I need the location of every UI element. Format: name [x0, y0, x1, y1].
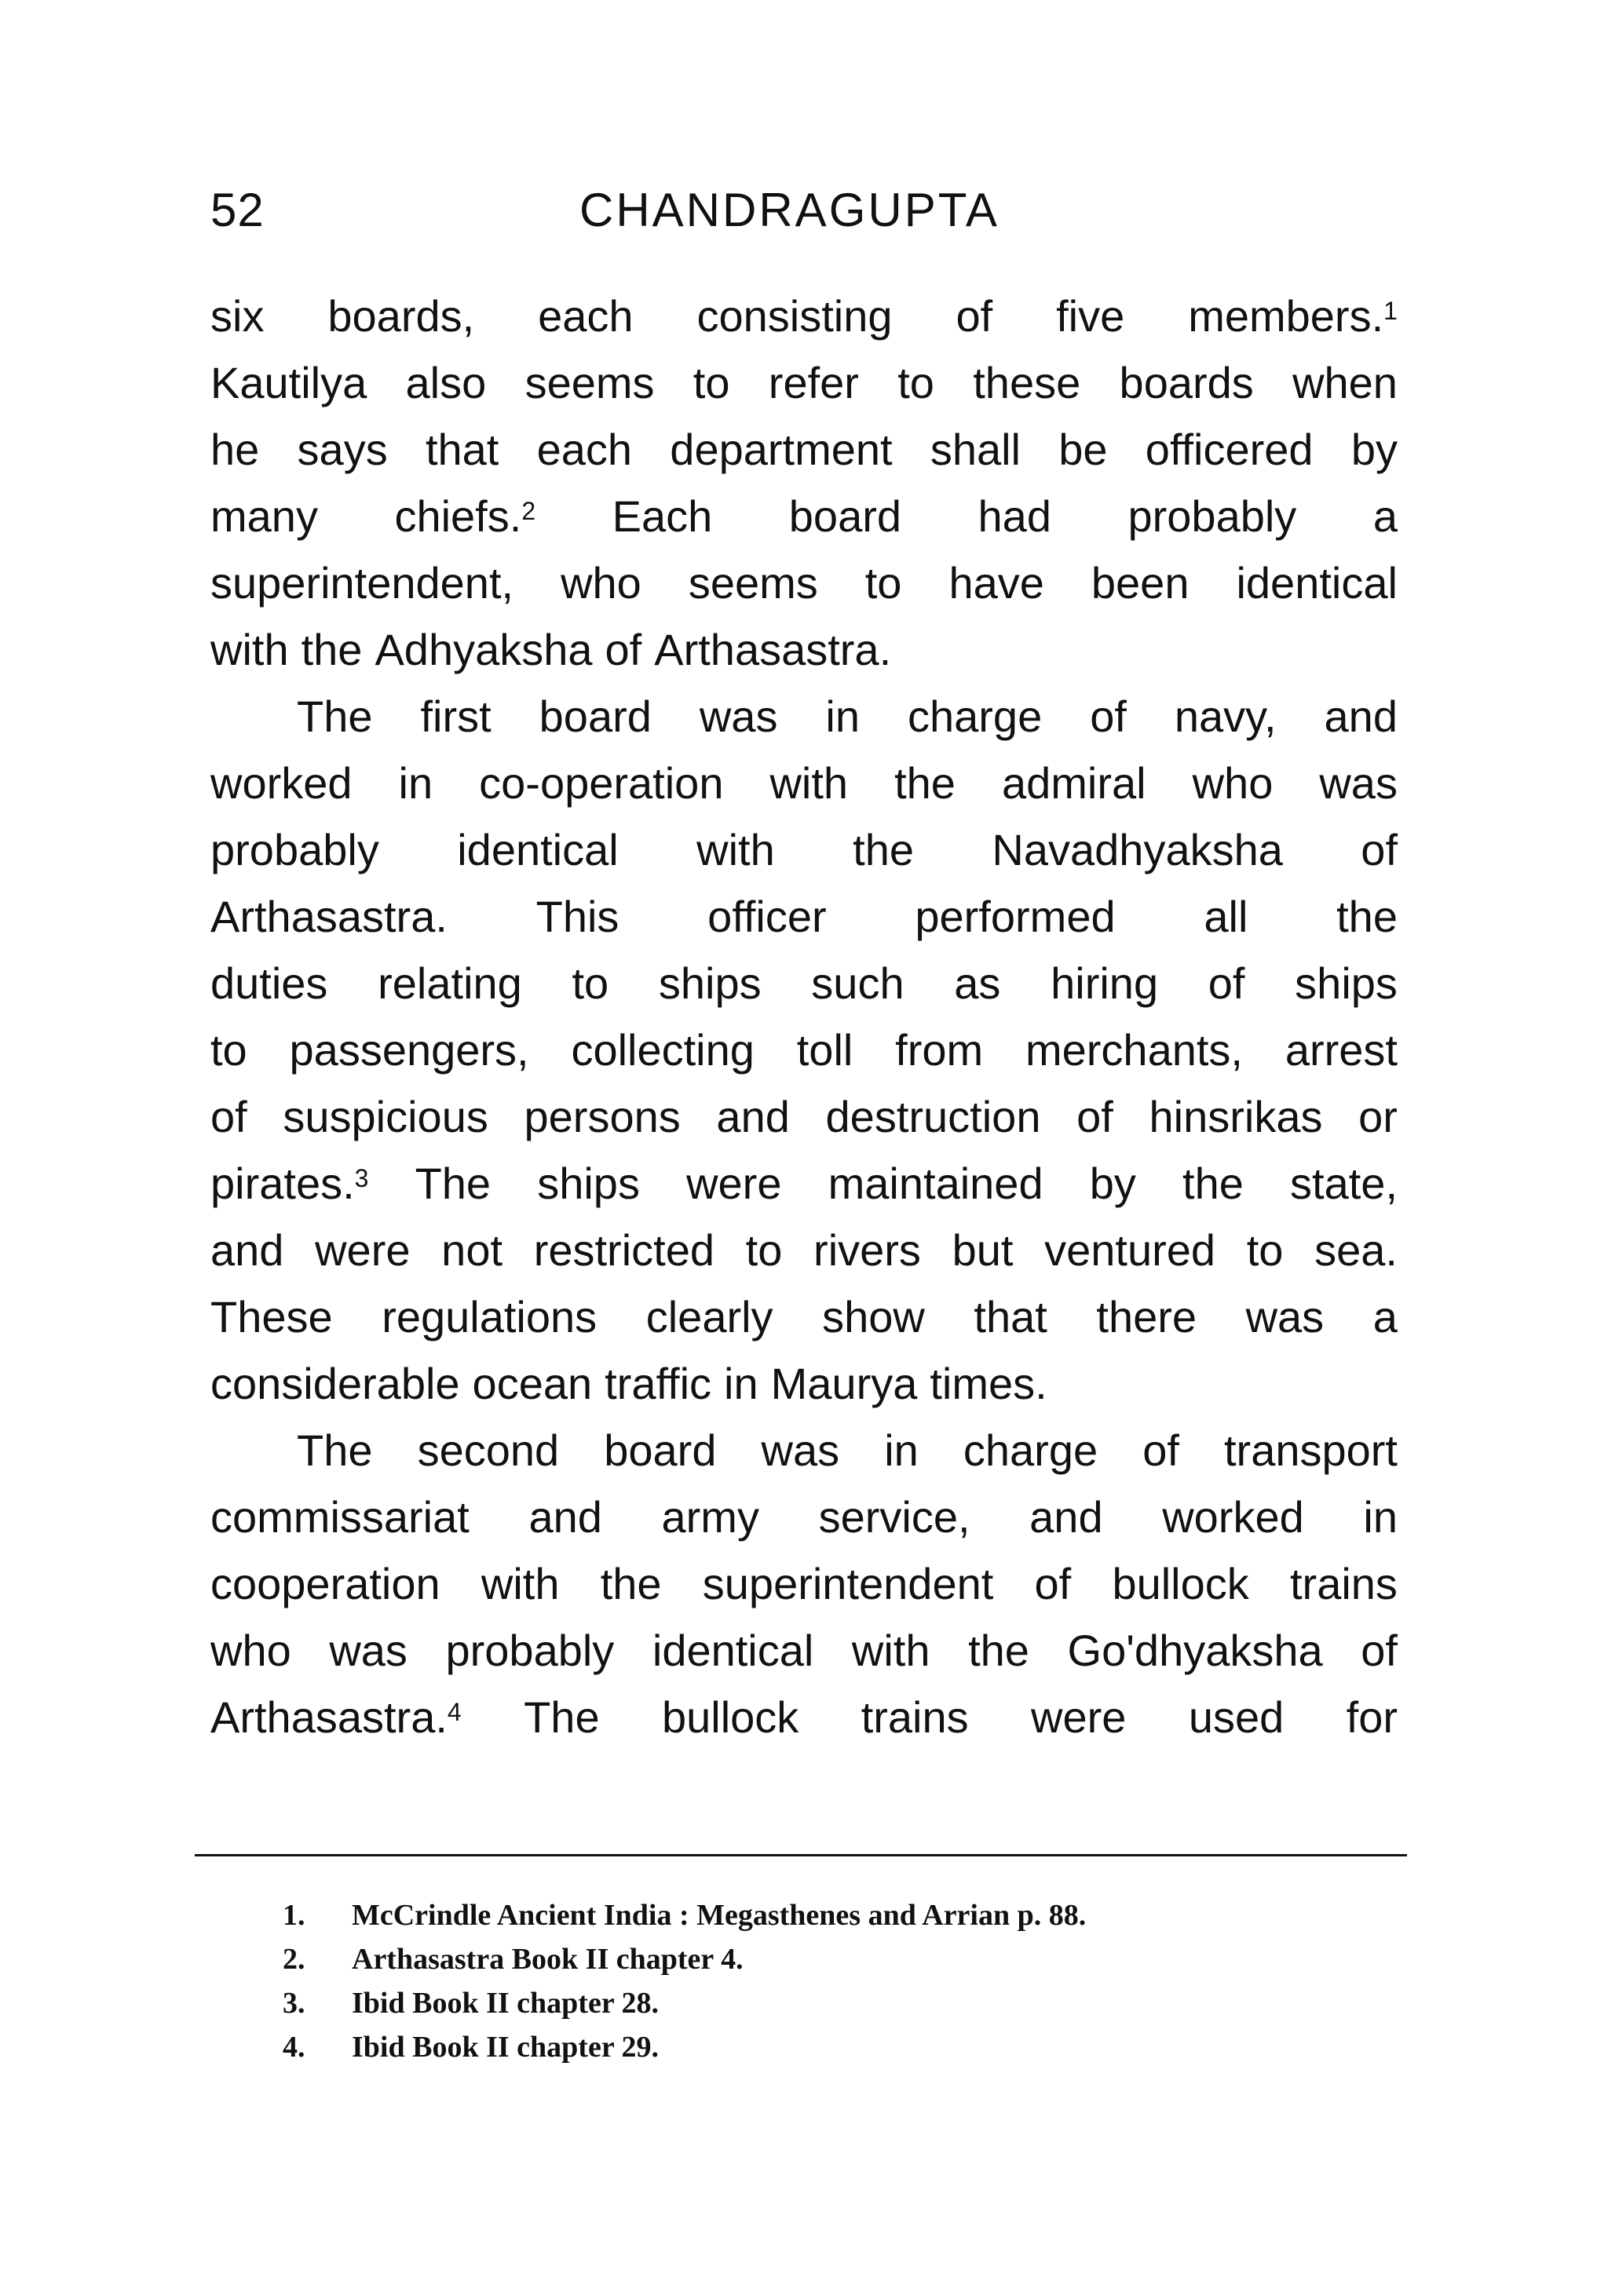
word: Arthasastra.$^4$	[210, 1692, 462, 1742]
text-line	[210, 1684, 1398, 1750]
word: with	[769, 758, 849, 808]
word: to	[897, 358, 934, 407]
word: Go'dhyaksha	[1067, 1626, 1323, 1675]
word: such	[811, 958, 904, 1008]
word: rivers	[813, 1225, 921, 1275]
word: and	[1324, 692, 1398, 741]
word: sea.	[1314, 1225, 1398, 1275]
word: in	[825, 692, 861, 741]
word: all	[1204, 892, 1248, 941]
word: worked	[210, 758, 353, 808]
word: passengers,	[289, 1025, 529, 1075]
text-line	[210, 483, 1398, 549]
word: regulations	[382, 1292, 598, 1341]
word: of	[1034, 1559, 1072, 1608]
text-line	[210, 1017, 1398, 1083]
word: these	[973, 358, 1081, 407]
word: commissariat	[210, 1492, 470, 1542]
word: were	[1031, 1692, 1127, 1742]
footnote-mark: 3	[354, 1164, 369, 1192]
word: in	[884, 1425, 919, 1475]
word: refer	[768, 358, 859, 407]
word: hinsrikas	[1149, 1092, 1323, 1141]
word: arrest	[1285, 1025, 1398, 1075]
word: to	[572, 958, 609, 1008]
footnote-text: Ibid Book II chapter 29.	[352, 2031, 660, 2064]
word: boards	[1119, 358, 1254, 407]
word: in	[398, 758, 433, 808]
word: hiring	[1051, 958, 1159, 1008]
text-line	[210, 349, 1398, 416]
word: also	[405, 358, 487, 407]
word: not	[441, 1225, 503, 1275]
word: to	[745, 1225, 783, 1275]
word: five	[1056, 291, 1125, 341]
word: department	[670, 425, 893, 474]
word: many	[210, 491, 318, 541]
word: with	[696, 825, 775, 874]
footnote-rule	[195, 1854, 1407, 1856]
text-line	[210, 1617, 1398, 1684]
text-line	[210, 1283, 1398, 1350]
word: were	[315, 1225, 411, 1275]
word: was	[761, 1425, 840, 1475]
word: to	[693, 358, 730, 407]
word: by	[1350, 425, 1398, 474]
word: admiral	[1001, 758, 1146, 808]
word: army	[661, 1492, 759, 1542]
word: bullock	[1112, 1559, 1249, 1608]
word: ships	[1295, 958, 1398, 1008]
word: navy,	[1174, 692, 1277, 741]
word: and	[1029, 1492, 1103, 1542]
word: was	[1245, 1292, 1325, 1341]
footnote-number: 2.	[283, 1943, 305, 1976]
word: seems	[524, 358, 655, 407]
word: This	[535, 892, 619, 941]
word: seems	[688, 558, 818, 608]
word: first	[420, 692, 492, 741]
word: superintendent	[702, 1559, 994, 1608]
page-header	[210, 171, 1398, 250]
word: to	[864, 558, 902, 608]
text-line	[210, 883, 1398, 950]
footnote	[283, 1893, 1398, 1937]
footnote-text: Arthasastra Book II chapter 4.	[352, 1943, 744, 1976]
word: suspicious	[283, 1092, 488, 1141]
word: the	[1336, 892, 1398, 941]
word: who	[210, 1626, 291, 1675]
word: have	[948, 558, 1044, 608]
word: for	[1346, 1692, 1398, 1742]
word: probably	[445, 1626, 615, 1675]
word: service,	[818, 1492, 970, 1542]
word: ocean	[472, 1359, 593, 1408]
word: of	[956, 291, 993, 341]
word: The	[415, 1159, 492, 1208]
word: cooperation	[210, 1559, 440, 1608]
word: Each	[612, 491, 713, 541]
word: with	[851, 1626, 930, 1675]
word: maintained	[828, 1159, 1043, 1208]
word: by	[1089, 1159, 1136, 1208]
word: the	[853, 825, 914, 874]
word: ships	[658, 958, 762, 1008]
word: members.$^1$	[1188, 291, 1398, 341]
text-line	[210, 1217, 1398, 1283]
footnote-mark: 2	[521, 497, 536, 525]
word: of	[1361, 1626, 1398, 1675]
word: superintendent,	[210, 558, 514, 608]
word: or	[1358, 1092, 1398, 1141]
word: six	[210, 291, 265, 341]
word: says	[297, 425, 388, 474]
footnote-number: 1.	[283, 1899, 305, 1932]
word: officer	[707, 892, 827, 941]
word: toll	[796, 1025, 853, 1075]
word: was	[699, 692, 778, 741]
word: probably	[1127, 491, 1297, 541]
word: been	[1091, 558, 1190, 608]
running-title: CHANDRAGUPTA	[579, 184, 1000, 236]
word: Maurya	[770, 1359, 918, 1408]
word: a	[1372, 1292, 1398, 1341]
word: officered	[1145, 425, 1314, 474]
word: when	[1292, 358, 1398, 407]
word: traffic	[605, 1359, 712, 1408]
word: who	[561, 558, 641, 608]
word: Navadhyaksha	[992, 825, 1283, 874]
word: considerable	[210, 1359, 460, 1408]
word: state,	[1290, 1159, 1398, 1208]
word: relating	[378, 958, 522, 1008]
word: The	[524, 1692, 600, 1742]
footnote-number: 4.	[283, 2031, 305, 2064]
word: in	[1363, 1492, 1398, 1542]
word: board	[539, 692, 652, 741]
text-line	[210, 616, 1398, 683]
word: times.	[930, 1359, 1047, 1408]
word: was	[329, 1626, 407, 1675]
word: be	[1058, 425, 1108, 474]
text-line	[210, 1550, 1398, 1617]
word: ships	[537, 1159, 640, 1208]
footnotes	[283, 1893, 1398, 2069]
word: from	[895, 1025, 984, 1075]
page-number: 52	[210, 184, 265, 236]
word: shall	[930, 425, 1021, 474]
word: identical	[652, 1626, 814, 1675]
body-text	[210, 283, 1398, 1750]
text-line	[210, 950, 1398, 1017]
word: show	[822, 1292, 925, 1341]
word: Kautilya	[210, 358, 367, 407]
word: The	[297, 1425, 373, 1475]
word: charge	[963, 1425, 1098, 1475]
text-line	[210, 1484, 1398, 1550]
word: board	[604, 1425, 717, 1475]
word: persons	[524, 1092, 681, 1141]
word: worked	[1162, 1492, 1304, 1542]
word: who	[1192, 758, 1274, 808]
word: transport	[1223, 1425, 1398, 1475]
word: of	[1142, 1425, 1179, 1475]
text-line	[210, 750, 1398, 816]
word: each	[536, 425, 633, 474]
word: of	[210, 1092, 247, 1141]
word: performed	[915, 892, 1116, 941]
word: destruction	[825, 1092, 1041, 1141]
word: and	[210, 1225, 284, 1275]
text-line	[210, 416, 1398, 483]
word: and	[528, 1492, 602, 1542]
word: of	[1208, 958, 1245, 1008]
word: Arthasastra.	[654, 625, 892, 674]
word: used	[1188, 1692, 1285, 1742]
word: the	[600, 1559, 662, 1608]
text-line	[210, 283, 1398, 349]
word: the	[301, 625, 363, 674]
word: in	[724, 1359, 758, 1408]
text-line	[210, 1150, 1398, 1217]
text-line	[210, 683, 1398, 750]
word: that	[425, 425, 499, 474]
word: board	[788, 491, 902, 541]
word: co-operation	[479, 758, 724, 808]
word: Arthasastra.	[210, 892, 448, 941]
word: bullock	[661, 1692, 799, 1742]
word: collecting	[571, 1025, 755, 1075]
word: were	[686, 1159, 782, 1208]
word: each	[538, 291, 634, 341]
word: as	[954, 958, 1001, 1008]
word: identical	[457, 825, 619, 874]
word: with	[481, 1559, 560, 1608]
word: there	[1096, 1292, 1197, 1341]
word: identical	[1236, 558, 1398, 608]
text-line	[210, 549, 1398, 616]
word: with	[210, 625, 289, 674]
text-line	[210, 1083, 1398, 1150]
word: that	[974, 1292, 1047, 1341]
word: charge	[907, 692, 1043, 741]
word: clearly	[645, 1292, 773, 1341]
footnote-number: 3.	[283, 1987, 305, 2020]
word: the	[1182, 1159, 1244, 1208]
footnote-mark: 1	[1383, 297, 1398, 325]
word: had	[978, 491, 1051, 541]
footnote	[283, 1937, 1398, 1981]
word: trains	[861, 1692, 969, 1742]
word: pirates.$^3$	[210, 1159, 369, 1208]
word: the	[894, 758, 956, 808]
word: of	[1076, 1092, 1113, 1141]
word: restricted	[533, 1225, 714, 1275]
footnote	[283, 2025, 1398, 2069]
word: but	[952, 1225, 1014, 1275]
word: The	[297, 692, 373, 741]
footnote-mark: 4	[447, 1698, 462, 1726]
word: to	[1246, 1225, 1284, 1275]
word: duties	[210, 958, 328, 1008]
text-line	[210, 1350, 1398, 1417]
word: merchants,	[1025, 1025, 1243, 1075]
word: second	[417, 1425, 560, 1475]
word: of	[1090, 692, 1127, 741]
word: a	[1372, 491, 1398, 541]
word: consisting	[696, 291, 893, 341]
text-line	[210, 1417, 1398, 1484]
footnote-text: Ibid Book II chapter 28.	[352, 1987, 660, 2020]
word: of	[605, 625, 642, 674]
footnote	[283, 1981, 1398, 2025]
word: probably	[210, 825, 379, 874]
word: boards,	[327, 291, 475, 341]
word: he	[210, 425, 260, 474]
word: These	[210, 1292, 333, 1341]
word: chiefs.$^2$	[394, 491, 536, 541]
word: the	[968, 1626, 1029, 1675]
word: of	[1361, 825, 1398, 874]
footnote-text: McCrindle Ancient India : Megasthenes and Arrian p. 88.	[352, 1899, 1087, 1932]
word: Adhyaksha	[375, 625, 593, 674]
word: trains	[1289, 1559, 1398, 1608]
text-line	[210, 816, 1398, 883]
word: and	[716, 1092, 790, 1141]
word: was	[1319, 758, 1398, 808]
word: ventured	[1044, 1225, 1216, 1275]
word: to	[210, 1025, 247, 1075]
